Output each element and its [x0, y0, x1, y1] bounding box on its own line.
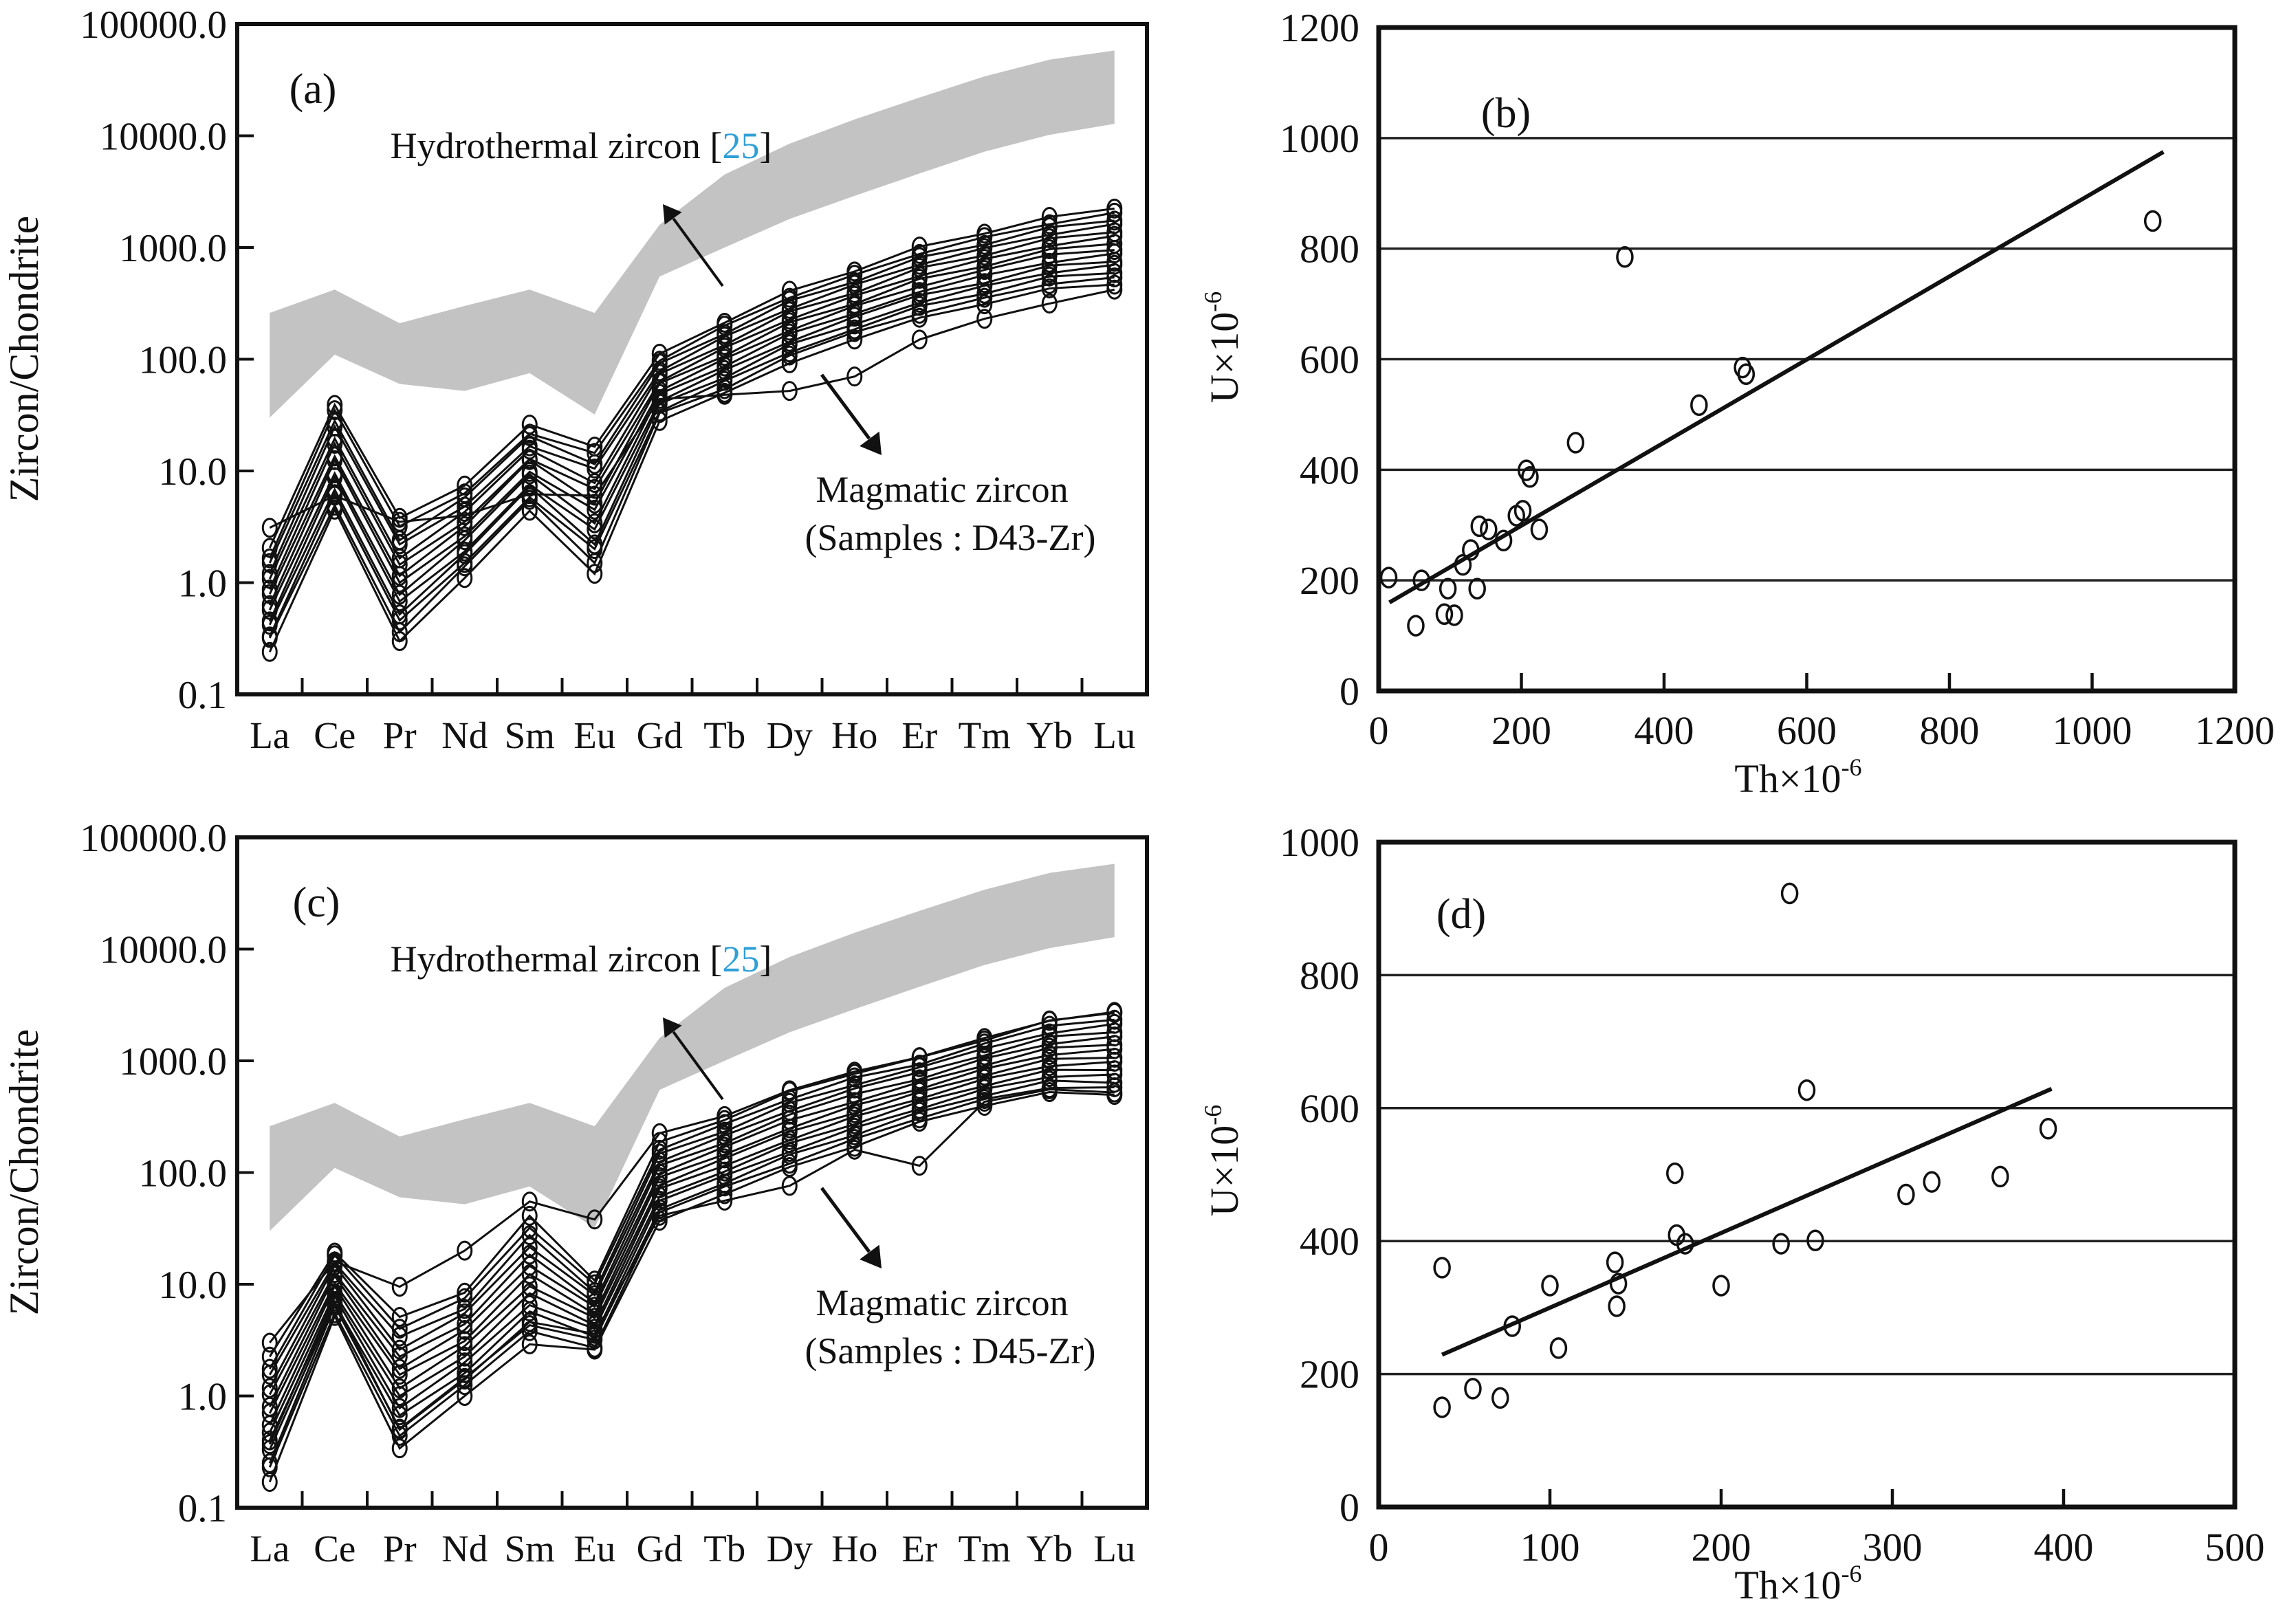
data-points: [1434, 883, 2055, 1416]
data-point-marker: [1551, 1339, 1566, 1358]
svg-text:0.1: 0.1: [177, 674, 227, 717]
svg-text:800: 800: [1300, 226, 1359, 272]
data-point-marker: [1441, 579, 1456, 598]
data-point-marker: [1568, 433, 1583, 452]
svg-text:(Samples : D45-Zr): (Samples : D45-Zr): [805, 1330, 1096, 1372]
svg-text:Yb: Yb: [1026, 1528, 1073, 1570]
svg-text:1000.0: 1000.0: [119, 227, 227, 270]
x-axis-labels: [250, 1528, 1135, 1570]
data-point-marker: [2041, 1119, 2056, 1138]
svg-text:(c): (c): [292, 879, 340, 926]
svg-text:Ho: Ho: [831, 1528, 878, 1570]
data-point-marker: [1735, 358, 1750, 377]
svg-text:500: 500: [2205, 1525, 2265, 1570]
magmatic-zircon-label: [805, 469, 1096, 558]
svg-text:1200: 1200: [2195, 708, 2275, 753]
svg-text:0: 0: [1340, 669, 1359, 714]
y-axis-title: [1, 216, 47, 503]
svg-text:800: 800: [1300, 953, 1359, 998]
data-point-marker: [1617, 248, 1632, 267]
trend-line: [1442, 1089, 2051, 1355]
svg-text:Th×10-6: $Th\times 10^{-6}$: [1734, 754, 1862, 801]
y-axis-labels: [80, 817, 227, 1530]
data-point-marker: [1472, 516, 1487, 536]
svg-text:Tb: Tb: [703, 1528, 746, 1570]
panel-a-chart: [1, 3, 1147, 756]
svg-text:(b): (b): [1480, 90, 1531, 137]
panel-letter: [1481, 90, 1531, 137]
y-axis-labels: [1280, 6, 1359, 714]
svg-text:1000.0: 1000.0: [119, 1040, 227, 1084]
data-point-marker: [1493, 1388, 1508, 1407]
data-points: [1381, 211, 2161, 635]
svg-text:Magmatic zircon: Magmatic zircon: [816, 469, 1069, 510]
svg-text:Nd: Nd: [441, 714, 488, 756]
svg-text:1.0: 1.0: [177, 562, 227, 606]
svg-text:100000.0: 100000.0: [80, 817, 227, 860]
svg-text:Zircon/Chondrite: Zircon/Chondrite: [1, 1028, 47, 1316]
svg-text:100: 100: [1520, 1525, 1580, 1570]
svg-text:10000.0: 10000.0: [99, 115, 227, 159]
y-axis-labels: [1280, 820, 1359, 1530]
svg-text:Magmatic zircon: Magmatic zircon: [816, 1282, 1069, 1323]
svg-text:0: 0: [1340, 1485, 1359, 1530]
svg-text:400: 400: [2033, 1525, 2094, 1570]
x-axis-labels: [1369, 708, 2275, 753]
svg-text:1000: 1000: [2052, 708, 2132, 753]
svg-text:(Samples : D43-Zr): (Samples : D43-Zr): [805, 517, 1096, 558]
hydrothermal-zircon-band: [270, 50, 1115, 417]
svg-text:(d): (d): [1436, 891, 1487, 938]
svg-text:10.0: 10.0: [158, 450, 227, 494]
svg-text:Yb: Yb: [1026, 714, 1073, 756]
svg-text:Gd: Gd: [636, 714, 683, 756]
panel-b-chart: [1199, 6, 2275, 801]
x-axis-labels: [250, 714, 1135, 756]
magmatic-arrow: [822, 375, 882, 455]
data-point-marker: [1609, 1297, 1624, 1316]
svg-text:Sm: Sm: [504, 1528, 555, 1570]
svg-text:0.1: 0.1: [177, 1487, 227, 1530]
svg-text:200: 200: [1300, 558, 1359, 604]
svg-text:200: 200: [1300, 1352, 1359, 1397]
magmatic-arrow: [822, 1188, 882, 1268]
svg-text:600: 600: [1300, 337, 1359, 382]
data-point-marker: [1469, 579, 1485, 598]
svg-text:800: 800: [1919, 708, 1980, 753]
svg-text:300: 300: [1862, 1525, 1923, 1570]
y-axis-title: [1, 1029, 47, 1316]
svg-text:0: 0: [1368, 1525, 1389, 1570]
panel-letter: [289, 66, 337, 113]
data-point-marker: [1447, 606, 1462, 625]
svg-text:Dy: Dy: [766, 714, 813, 756]
svg-text:Eu: Eu: [573, 714, 616, 756]
data-point-marker: [1434, 1258, 1450, 1277]
svg-text:Sm: Sm: [504, 714, 555, 756]
y-axis-labels: [80, 3, 227, 717]
data-point-marker: [1531, 520, 1546, 539]
svg-text:La: La: [250, 714, 290, 756]
svg-text:Dy: Dy: [766, 1528, 813, 1570]
svg-text:Tb: Tb: [703, 714, 746, 756]
panel-letter: [1436, 891, 1486, 938]
svg-text:La: La: [250, 1528, 290, 1570]
svg-text:Lu: Lu: [1093, 714, 1136, 756]
data-point-marker: [1993, 1167, 2008, 1186]
svg-text:Hydrothermal zircon [25]: Hydrothermal zircon [25]: [390, 938, 772, 980]
svg-text:0: 0: [1368, 708, 1389, 753]
svg-text:Lu: Lu: [1093, 1528, 1136, 1570]
data-point-marker: [1481, 520, 1496, 539]
svg-text:Eu: Eu: [573, 1528, 616, 1570]
hydrothermal-zircon-label: [391, 125, 772, 166]
data-point-marker: [1542, 1276, 1557, 1295]
svg-text:10000.0: 10000.0: [99, 928, 227, 972]
svg-text:Ho: Ho: [831, 714, 878, 756]
data-point-marker: [2145, 211, 2161, 230]
svg-text:1200: 1200: [1280, 6, 1359, 50]
svg-text:200: 200: [1491, 708, 1551, 753]
svg-text:Pr: Pr: [382, 714, 417, 756]
svg-text:100.0: 100.0: [138, 338, 227, 382]
svg-text:Er: Er: [901, 714, 938, 756]
data-point-marker: [1434, 1398, 1450, 1417]
svg-text:400: 400: [1300, 448, 1359, 493]
data-point-marker: [1714, 1276, 1729, 1295]
svg-text:600: 600: [1300, 1086, 1359, 1131]
data-point-marker: [1738, 364, 1753, 384]
data-point-marker: [1773, 1234, 1789, 1253]
svg-text:1000: 1000: [1280, 820, 1359, 865]
svg-text:10.0: 10.0: [158, 1264, 227, 1307]
data-point-marker: [1899, 1185, 1914, 1204]
data-point-marker: [1668, 1164, 1683, 1183]
svg-text:100.0: 100.0: [138, 1152, 227, 1196]
svg-text:Hydrothermal zircon [25]: Hydrothermal zircon [25]: [390, 125, 772, 166]
svg-text:(a): (a): [289, 66, 337, 113]
magmatic-zircon-label: [805, 1282, 1096, 1372]
y-axis-title: [1199, 292, 1247, 404]
trend-line: [1390, 152, 2164, 602]
svg-text:Ce: Ce: [314, 714, 356, 756]
svg-text:U×10-6: $U\times 10^{-6}$: [1199, 1104, 1247, 1217]
svg-text:1.0: 1.0: [177, 1375, 227, 1419]
svg-text:Th×10-6: $Th\times 10^{-6}$: [1734, 1560, 1862, 1607]
svg-text:Er: Er: [901, 1528, 938, 1570]
x-axis-title: [1734, 754, 1861, 801]
svg-text:Ce: Ce: [314, 1528, 356, 1570]
svg-text:Gd: Gd: [636, 1528, 683, 1570]
data-point-marker: [1800, 1081, 1815, 1100]
svg-text:Zircon/Chondrite: Zircon/Chondrite: [1, 215, 47, 503]
axes: [1379, 842, 2235, 1507]
svg-text:200: 200: [1691, 1525, 1751, 1570]
panel-d-chart: [1199, 820, 2265, 1607]
y-axis-title: [1199, 1105, 1247, 1217]
svg-text:600: 600: [1777, 708, 1837, 753]
svg-text:400: 400: [1634, 708, 1694, 753]
data-point-marker: [1408, 616, 1423, 635]
data-point-marker: [1924, 1172, 1939, 1191]
svg-text:U×10-6: $U\times 10^{-6}$: [1199, 291, 1247, 404]
data-point-marker: [1782, 883, 1797, 903]
magmatic-zircon-series: [263, 199, 1122, 661]
magmatic-zircon-series: [263, 1003, 1122, 1491]
data-point-marker: [1381, 568, 1397, 587]
gridlines: [1379, 975, 2235, 1374]
x-axis-title: [1734, 1560, 1861, 1607]
svg-text:Pr: Pr: [382, 1528, 417, 1570]
data-point-marker: [1608, 1253, 1623, 1272]
panel-c-chart: [1, 817, 1147, 1570]
svg-text:Tm: Tm: [958, 714, 1011, 756]
svg-text:100000.0: 100000.0: [80, 3, 227, 47]
svg-text:Nd: Nd: [441, 1528, 488, 1570]
svg-text:Tm: Tm: [958, 1528, 1011, 1570]
hydrothermal-zircon-label: [391, 938, 772, 980]
data-point-marker: [1692, 395, 1707, 415]
svg-text:400: 400: [1300, 1219, 1359, 1264]
panel-letter: [293, 879, 340, 926]
svg-text:1000: 1000: [1280, 116, 1359, 161]
data-point-marker: [1465, 1379, 1480, 1398]
